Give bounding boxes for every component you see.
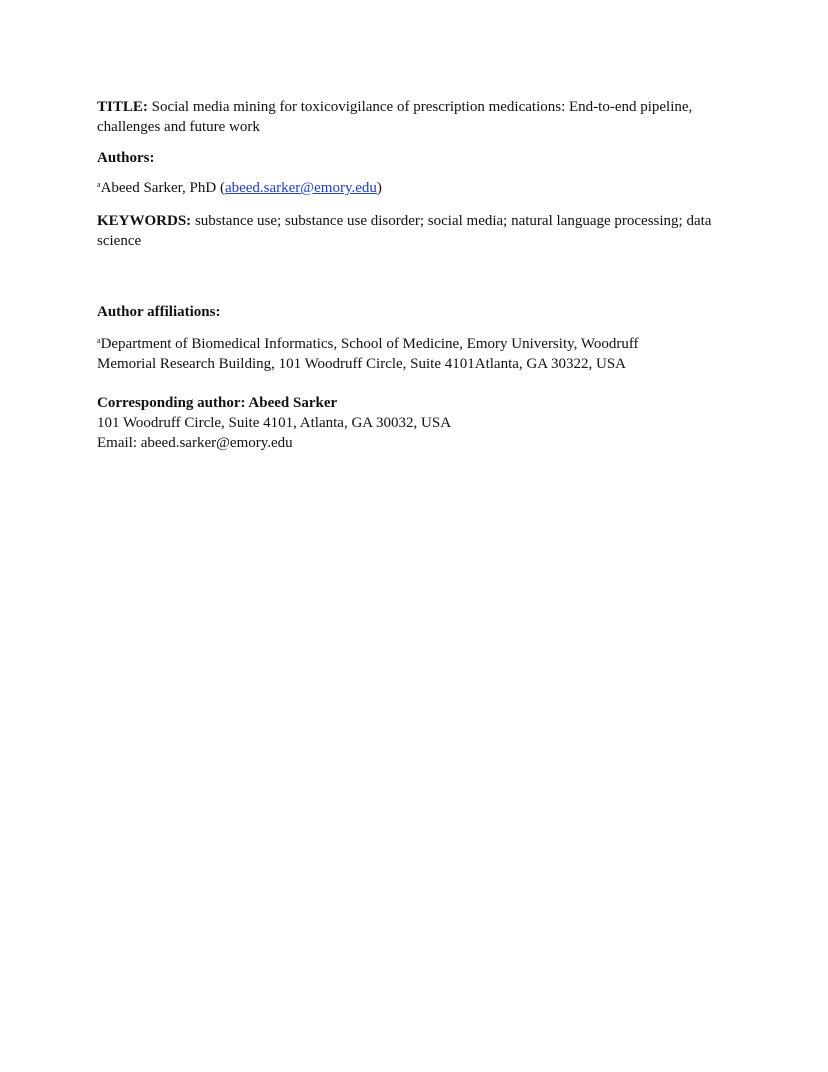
- affiliation-line-1: Department of Biomedical Informatics, School of Medicine, Emory University, Woodruff: [100, 336, 639, 352]
- corresponding-email: Email: abeed.sarker@emory.edu: [97, 435, 293, 451]
- keywords-paragraph: [97, 211, 757, 251]
- affiliations-heading: Author affiliations:: [97, 304, 221, 320]
- author-email-close-paren: ): [376, 180, 382, 196]
- corresponding-address: 101 Woodruff Circle, Suite 4101, Atlanta, GA 30032, USA: [97, 415, 452, 431]
- document-page: [97, 97, 757, 453]
- title-paragraph: [97, 97, 757, 137]
- affiliation-entry: [97, 334, 757, 374]
- authors-heading: Authors:: [97, 150, 155, 166]
- author-email-link[interactable]: abeed.sarker@emory.edu: [224, 180, 377, 196]
- title-label: TITLE:: [97, 99, 148, 115]
- corresponding-author-heading: Corresponding author: Abeed Sarker: [97, 395, 338, 411]
- author-affiliation-marker: a: [97, 180, 101, 189]
- title-text: Social media mining for toxicovigilance of prescription medications: End-to-end pipeline, challenges and future work: [97, 99, 693, 135]
- author-name: Abeed Sarker, PhD: [100, 180, 217, 196]
- affiliation-marker: a: [97, 336, 101, 345]
- author-email-open-paren: (: [219, 180, 225, 196]
- affiliation-line-2: Memorial Research Building, 101 Woodruff Circle, Suite 4101Atlanta, GA 30322, USA: [97, 356, 627, 372]
- author-entry: [97, 178, 757, 198]
- keywords-label: KEYWORDS:: [97, 213, 192, 229]
- keywords-text: substance use; substance use disorder; social media; natural language processing; data science: [97, 213, 712, 249]
